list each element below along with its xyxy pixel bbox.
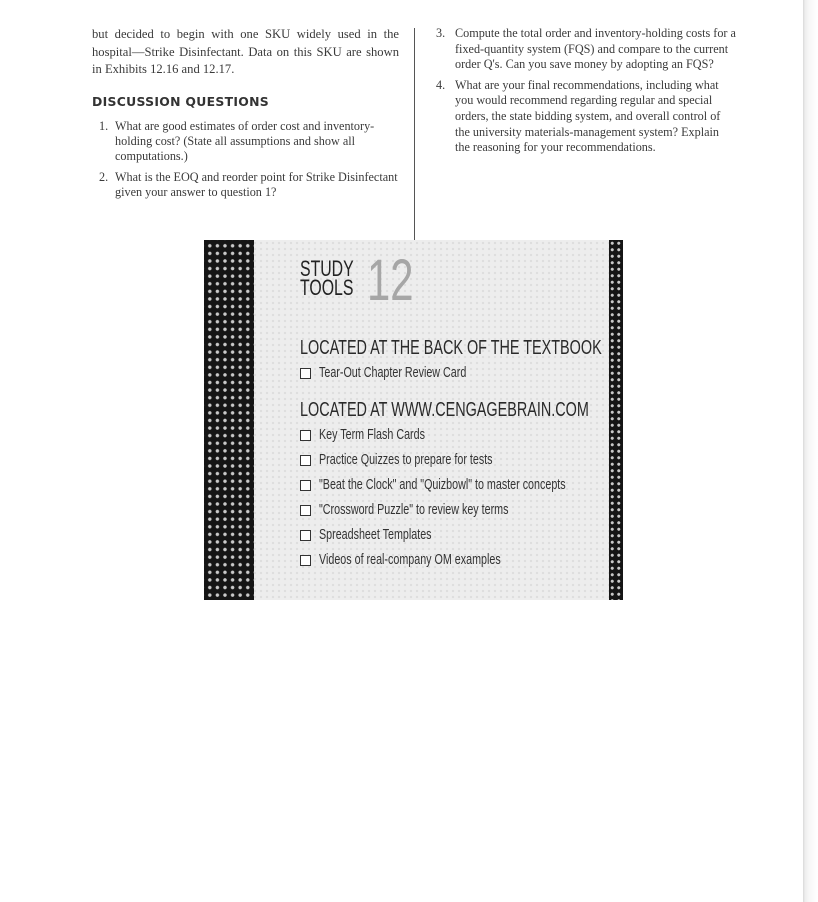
page-edge-shadow — [803, 0, 818, 902]
column-divider — [414, 28, 415, 240]
left-question-list — [92, 119, 399, 205]
left-column — [92, 26, 399, 199]
study-tools-title-line2: TOOLS — [300, 275, 354, 300]
question-item — [436, 26, 736, 73]
study-tool-item — [300, 426, 462, 444]
checkbox-icon — [300, 455, 311, 466]
study-tool-item — [300, 526, 471, 544]
study-tool-item — [300, 501, 575, 519]
study-tool-label: Tear-Out Chapter Review Card — [319, 365, 467, 381]
question-number: 2. — [99, 169, 109, 184]
intro-paragraph: but decided to begin with one SKU widely used in the hospital—Strike Disinfectant. Data on this SKU are shown in Exhibits 12.16 and 12.17. — [92, 27, 399, 76]
study-tool-item — [300, 551, 565, 569]
checkbox-icon — [300, 505, 311, 516]
discussion-questions-heading: DISCUSSION QUESTIONS — [92, 94, 269, 109]
question-item — [92, 119, 399, 165]
question-item — [92, 170, 399, 200]
question-text: What is the EOQ and reorder point for Strike Disinfectant given your answer to question 1? — [115, 169, 398, 199]
right-column — [436, 26, 736, 161]
study-tool-label: "Crossword Puzzle" to review key terms — [319, 502, 509, 518]
study-tool-label: Key Term Flash Cards — [319, 427, 425, 443]
question-number: 3. — [436, 26, 446, 40]
question-item — [436, 78, 736, 156]
study-tool-label: Videos of real-company OM examples — [319, 552, 501, 568]
study-tool-item — [300, 451, 554, 469]
study-tools-title-line1: STUDY — [300, 256, 354, 281]
study-tools-box — [204, 240, 623, 600]
study-tool-label: "Beat the Clock" and "Quizbowl" to master concepts — [319, 477, 566, 493]
study-tool-label: Spreadsheet Templates — [319, 527, 432, 543]
question-text: What are good estimates of order cost and inventory-holding cost? (State all assumptions and show all computations.) — [115, 119, 375, 164]
checkbox-icon — [300, 368, 311, 379]
question-text: Compute the total order and inventory-holding costs for a fixed-quantity system (FQS) and compare to the current order Q's. Can you save money by adopting an FQS? — [455, 26, 736, 72]
section-heading-website: LOCATED AT WWW.CENGAGEBRAIN.COM — [300, 399, 589, 421]
checkbox-icon — [300, 555, 311, 566]
section-heading-textbook: LOCATED AT THE BACK OF THE TEXTBOOK — [300, 337, 602, 359]
chapter-number: 12 — [367, 248, 414, 313]
checkbox-icon — [300, 480, 311, 491]
study-tools-title — [300, 256, 354, 300]
question-number: 4. — [436, 77, 446, 92]
study-tool-item — [300, 364, 518, 382]
question-text: What are your final recommendations, including what you would recommend regarding regular and special orders, the state bidding system, and overall control of the university materials-management system? Explain the reasoning for your recommendations. — [455, 77, 721, 155]
checkbox-icon — [300, 530, 311, 541]
study-tool-label: Practice Quizzes to prepare for tests — [319, 452, 493, 468]
checkbox-icon — [300, 430, 311, 441]
dot-pattern-right — [609, 240, 623, 600]
study-tool-item — [300, 476, 623, 494]
question-number: 1. — [99, 119, 109, 133]
dot-pattern-left — [204, 240, 254, 600]
